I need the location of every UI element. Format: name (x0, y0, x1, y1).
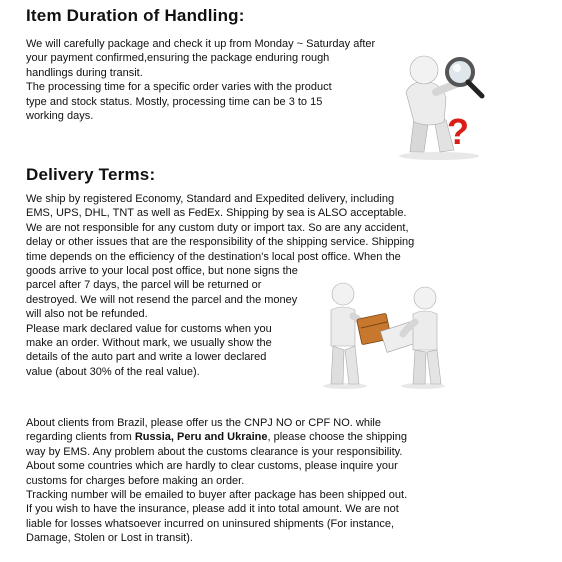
text-line: destroyed. We will not resend the parcel and the money (26, 293, 298, 306)
handling-paragraph (26, 37, 375, 123)
text-line: Please mark declared value for customs when you (26, 322, 272, 335)
handover-illustration (315, 280, 450, 390)
text-line: We will carefully package and check it up from Monday ~ Saturday after (26, 38, 376, 50)
text-line: The processing time for a specific order varies with the product (26, 81, 332, 94)
text-segment: regarding clients from (26, 431, 135, 444)
text-line: Tracking number will be emailed to buyer after package has been shipped out. (26, 489, 408, 502)
text-line: parcel after 7 days, the parcel will be returned or (26, 279, 262, 292)
text-line: time depends on the efficiency of the destination's local post office. When the (26, 250, 401, 263)
magnifier-illustration (384, 52, 494, 162)
text-line: handlings during transit. (26, 66, 143, 79)
text-line: type and stock status. Mostly, processing time can be 3 to 15 (26, 95, 323, 108)
text-line: EMS, UPS, DHL, TNT as well as FedEx. Shipping by sea is ALSO acceptable. (26, 207, 407, 220)
text-line: delay or other issues that are the responsibility of the shipping service. Shipping (26, 236, 415, 249)
text-line: customs for charges before making an order. (26, 474, 245, 487)
text-line: About some countries which are hardly to clear customs, please inquire your (26, 460, 398, 473)
figure-with-magnifying-glass-icon (384, 52, 494, 162)
text-line: If you wish to have the insurance, please add it into total amount. We are not (26, 503, 399, 516)
text-line: value (about 30% of the real value). (26, 365, 200, 378)
text-line: working days. (26, 110, 94, 123)
two-figures-handing-parcel-icon (315, 280, 450, 390)
text-line: way by EMS. Any problem about the customs clearance is your responsibility. (26, 445, 403, 458)
text-line: liable for losses whatsoever incurred on uninsured shipments (For instance, (26, 517, 395, 530)
bold-countries: Russia, Peru and Ukraine (134, 431, 268, 444)
section-title-handling: Item Duration of Handling: (26, 6, 245, 25)
text-line: your payment confirmed,ensuring the package enduring rough (26, 52, 330, 65)
text-line: We are not responsible for any custom duty or import tax. So are any accident, (26, 221, 409, 234)
text-line: Damage, Stolen or Lost in transit). (26, 532, 193, 545)
text-line: goods arrive to your local post office, but none signs the (26, 265, 298, 278)
text-segment: , please choose the shipping (267, 431, 407, 444)
text-line: About clients from Brazil, please offer us the CNPJ NO or CPF NO. while (26, 417, 381, 429)
text-line: will also not be refunded. (26, 308, 148, 321)
text-line: We ship by registered Economy, Standard and Expedited delivery, including (26, 193, 395, 205)
text-line-russia (26, 430, 407, 444)
question-mark-icon: ? (447, 111, 469, 152)
text-line: details of the auto part and write a lower declared (26, 351, 267, 364)
clients-paragraph (26, 416, 407, 546)
section-title-delivery: Delivery Terms: (26, 165, 156, 184)
text-line: make an order. Without mark, we usually show the (26, 337, 272, 350)
